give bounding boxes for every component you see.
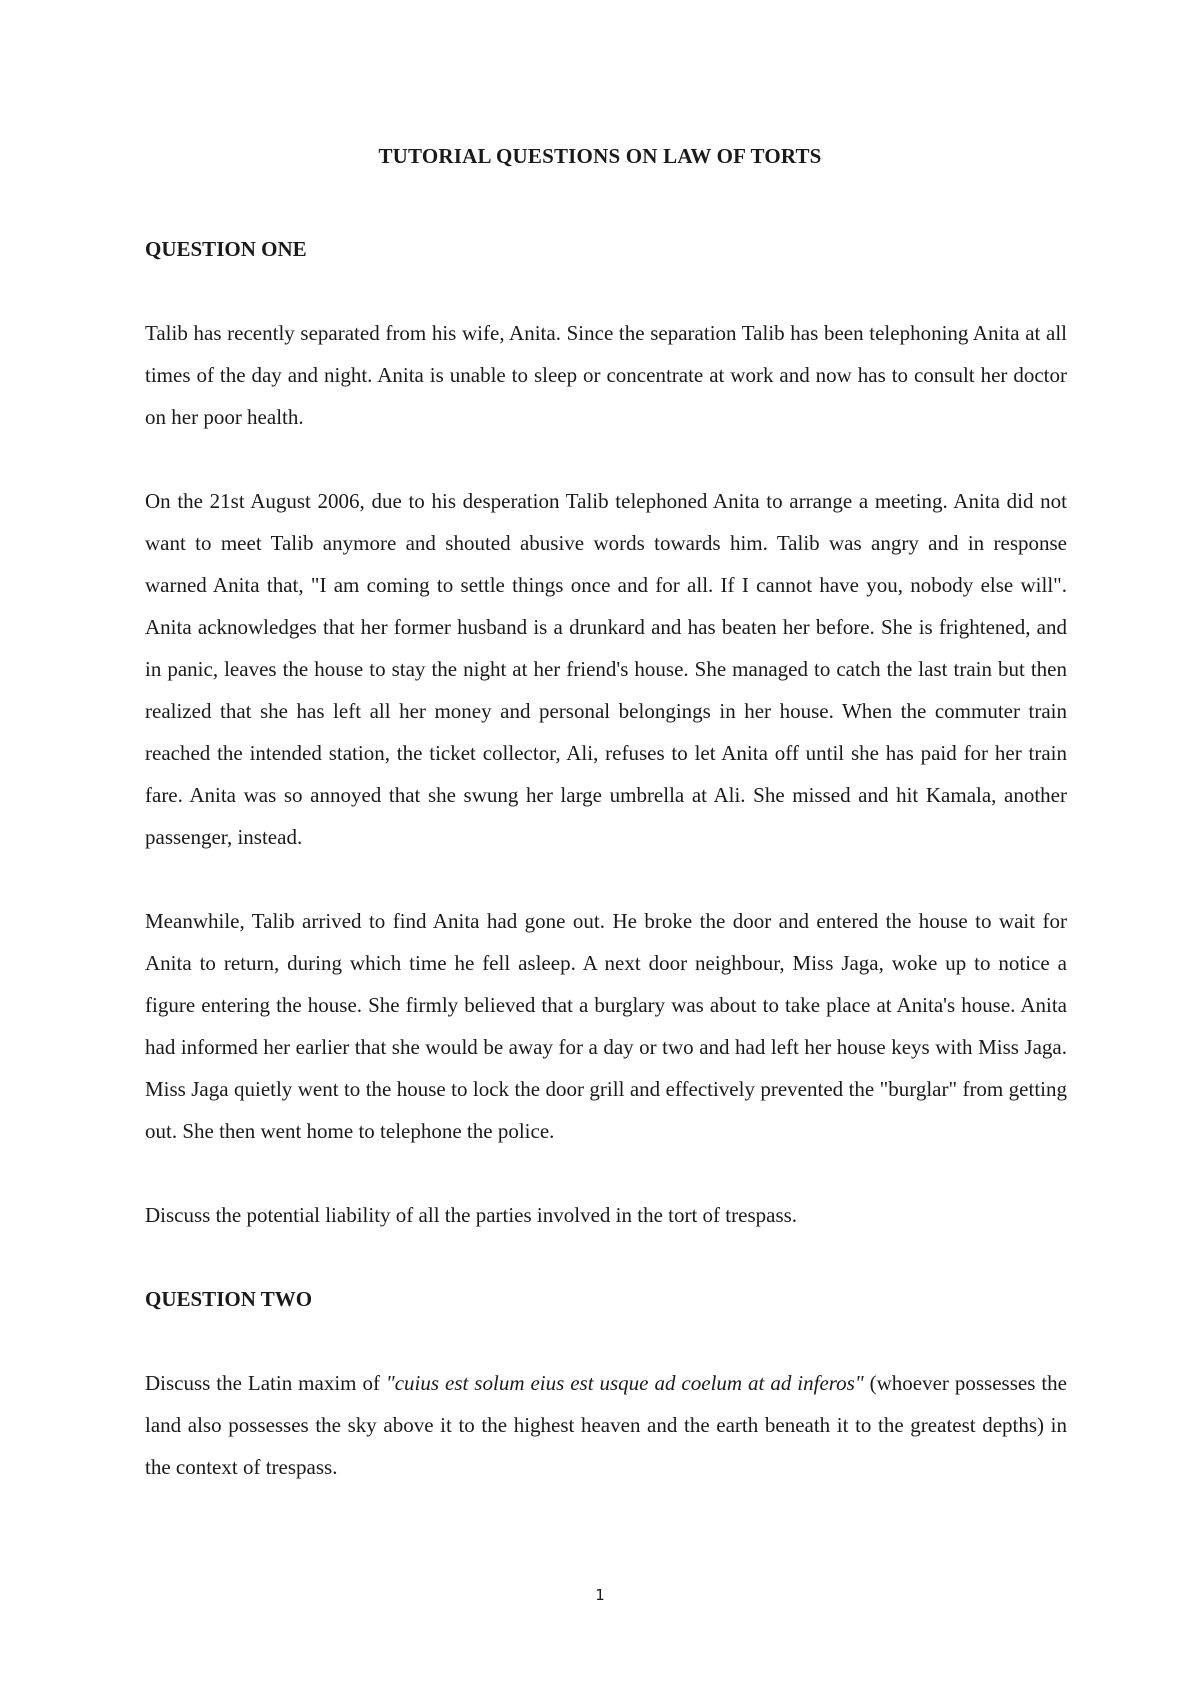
document-body [145, 228, 1067, 1530]
page-title: TUTORIAL QUESTIONS ON LAW OF TORTS [378, 144, 822, 168]
latin-maxim: "cuius est solum eius est usque ad coelum at ad inferos" [385, 1371, 864, 1395]
question-one-heading: QUESTION ONE [145, 237, 307, 261]
question-one-paragraph-2: On the 21st August 2006, due to his desperation Talib telephoned Anita to arrange a meeting. Anita did not want to meet Talib anymore and shouted abusive words towards him. Talib was angry and in response warned Anita that, "I am coming to settle things once and for all. If I cannot have you, nobody else will". Anita acknowledges that her former husband is a drunkard and has beaten her before. She is frightened, and in panic, leaves the house to stay the night at her friend's house. She managed to catch the last train but then realized that she has left all her money and personal belongings in her house. When the commuter train reached the intended station, the ticket collector, Ali, refuses to let Anita off until she has paid for her train fare. Anita was so annoyed that she swung her large umbrella at Ali. She missed and hit Kamala, another passenger, instead. [145, 489, 1067, 849]
question-two-section [145, 1278, 1067, 1488]
question-one-section [145, 228, 1067, 1236]
question-two-suffix: (whoever possesses the land also possesses the sky above it to the highest heaven and the earth beneath it to the greatest depths) in the context of trespass. [145, 1371, 1067, 1479]
question-one-paragraph-1: Talib has recently separated from his wife, Anita. Since the separation Talib has been telephoning Anita at all times of the day and night. Anita is unable to sleep or concentrate at work and now has to consult her doctor on her poor health. [145, 321, 1067, 429]
question-two-heading: QUESTION TWO [145, 1287, 313, 1311]
page-number: 1 [595, 1586, 605, 1604]
question-two-prefix: Discuss the Latin maxim of [145, 1371, 386, 1395]
question-two-paragraph [145, 1362, 1067, 1488]
question-one-paragraph-3: Meanwhile, Talib arrived to find Anita had gone out. He broke the door and entered the house to wait for Anita to return, during which time he fell asleep. A next door neighbour, Miss Jaga, woke up to notice a figure entering the house. She firmly believed that a burglary was about to take place at Anita's house. Anita had informed her earlier that she would be away for a day or two and had left her house keys with Miss Jaga. Miss Jaga quietly went to the house to lock the door grill and effectively prevented the "burglar" from getting out. She then went home to telephone the police. [145, 909, 1067, 1143]
question-one-instruction: Discuss the potential liability of all the parties involved in the tort of trespass. [145, 1203, 798, 1227]
